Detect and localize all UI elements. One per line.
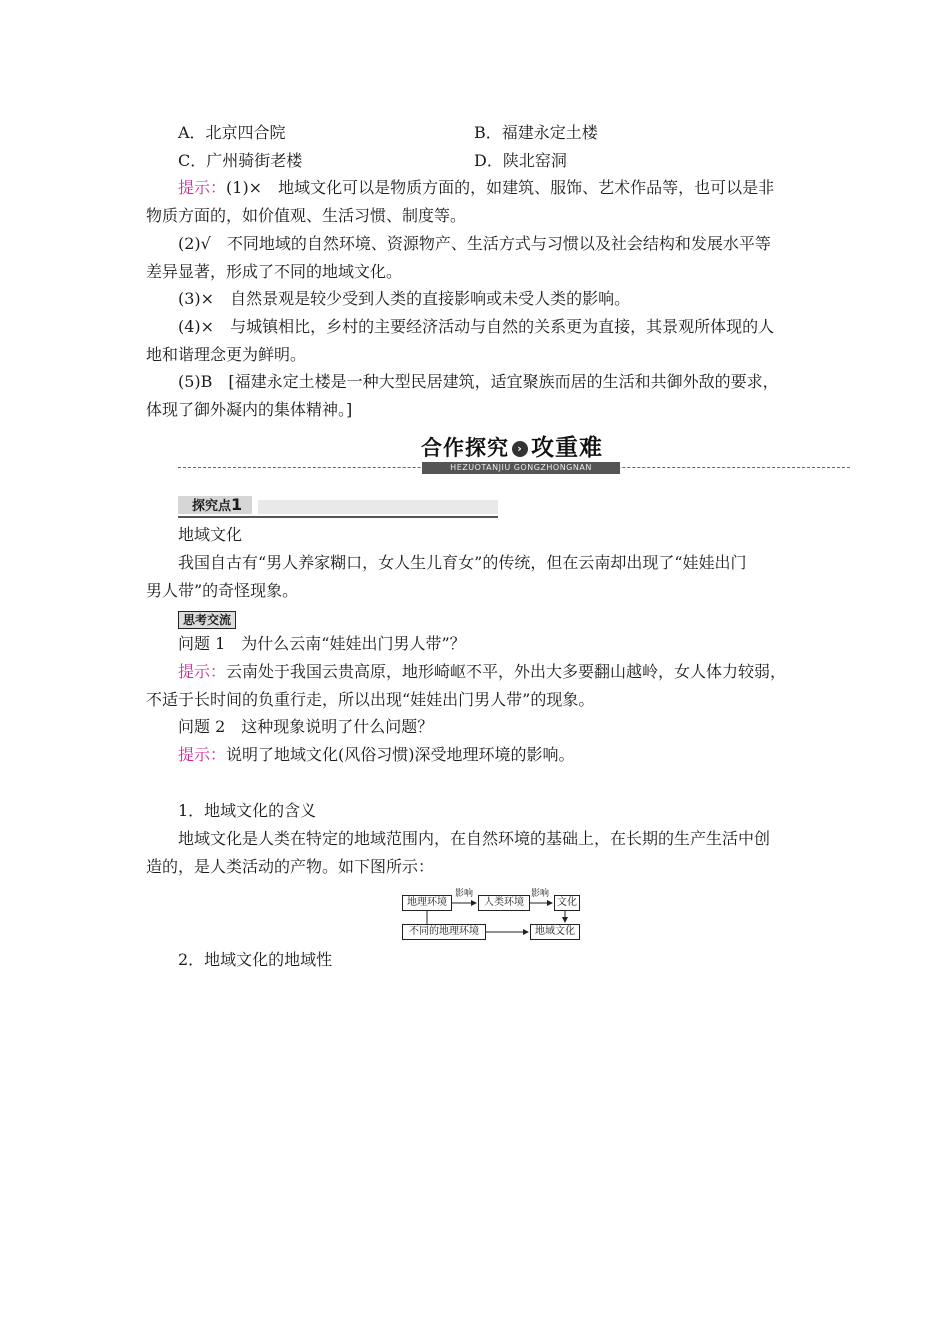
question-1-hint-cont: 不适于长时间的负重行走，所以出现“娃娃出门男人带”的现象。: [146, 690, 595, 709]
tag-fill-bar: [258, 500, 498, 514]
banner-title: [421, 434, 603, 462]
option-a: A．北京四合院: [178, 123, 286, 142]
question-2-hint-text: 说明了地域文化(风俗习惯)深受地理环境的影响。: [226, 745, 575, 764]
question-2-hint: [178, 744, 575, 766]
hint-label: 提示：: [178, 178, 227, 197]
option-c: C．广州骑街老楼: [178, 151, 303, 170]
chevron-right-icon: ›: [512, 441, 528, 457]
answer-4-cont: 地和谐理念更为鲜明。: [146, 345, 307, 364]
point-1-line-1: 地域文化是人类在特定的地域范围内，在自然环境的基础上，在长期的生产生活中创: [178, 829, 771, 848]
explore-point-number: 1: [231, 495, 243, 514]
intro-line-1: 我国自古有“男人养家糊口，女人生儿育女”的传统，但在云南却出现了“娃娃出门: [178, 553, 747, 572]
answer-1: [178, 177, 774, 199]
answer-1-text: (1)× 地域文化可以是物质方面的，如建筑、服饰、艺术作品等，也可以是非: [226, 178, 775, 197]
question-1-hint: [178, 661, 786, 683]
question-1-hint-text: 云南处于我国云贵高原，地形崎岖不平，外出大多要翻山越岭，女人体力较弱，: [226, 662, 787, 681]
box-culture: 文化: [554, 895, 580, 911]
section-banner: [178, 434, 850, 476]
banner-title-right: 攻重难: [531, 435, 603, 461]
explore-point-label: [178, 496, 252, 514]
label-influence-1: 影响: [455, 889, 474, 899]
hint-label: 提示：: [178, 662, 227, 681]
hint-label: 提示：: [178, 745, 227, 764]
answer-4: (4)× 与城镇相比，乡村的主要经济活动与自然的关系更为直接，其景观所体现的人: [178, 317, 775, 336]
option-b: B．福建永定土楼: [474, 123, 598, 142]
answer-2-cont: 差异显著，形成了不同的地域文化。: [146, 262, 403, 281]
answer-5: (5)B [福建永定土楼是一种大型民居建筑，适宜聚族而居的生活和共御外敌的要求，: [178, 372, 779, 391]
option-d: D．陕北窑洞: [474, 151, 567, 170]
flow-diagram: [400, 886, 582, 942]
point-1-title: 1．地域文化的含义: [178, 801, 317, 820]
think-exchange-tag: 思考交流: [178, 611, 236, 629]
question-2: 问题 2 这种现象说明了什么问题？: [178, 717, 434, 736]
box-human-env: 人类环境: [478, 895, 530, 911]
box-geo-env: 地理环境: [402, 895, 452, 911]
answer-3: (3)× 自然景观是较少受到人类的直接影响或未受人类的影响。: [178, 289, 631, 308]
answer-5-cont: 体现了御外凝内的集体精神。]: [146, 400, 353, 419]
answer-1-cont: 物质方面的，如价值观、生活习惯、制度等。: [146, 206, 467, 225]
point-2-title: 2．地域文化的地域性: [178, 950, 333, 969]
box-regional-culture: 地域文化: [530, 924, 580, 940]
banner-pinyin: HEZUOTANJIU GONGZHONGNAN: [422, 462, 620, 474]
intro-line-2: 男人带”的奇怪现象。: [146, 581, 299, 600]
explore-point-text: 探究点: [192, 499, 232, 514]
box-diff-geo-env: 不同的地理环境: [402, 924, 486, 940]
answer-2: (2)√ 不同地域的自然环境、资源物产、生活方式与习惯以及社会结构和发展水平等: [178, 234, 771, 253]
point-1-line-2: 造的，是人类活动的产物。如下图所示：: [146, 857, 435, 876]
question-1: 问题 1 为什么云南“娃娃出门男人带”？: [178, 634, 466, 653]
explore-point-tag: [178, 496, 498, 518]
banner-title-left: 合作探究: [421, 436, 509, 460]
section-title: 地域文化: [178, 525, 243, 544]
label-influence-2: 影响: [531, 889, 550, 899]
